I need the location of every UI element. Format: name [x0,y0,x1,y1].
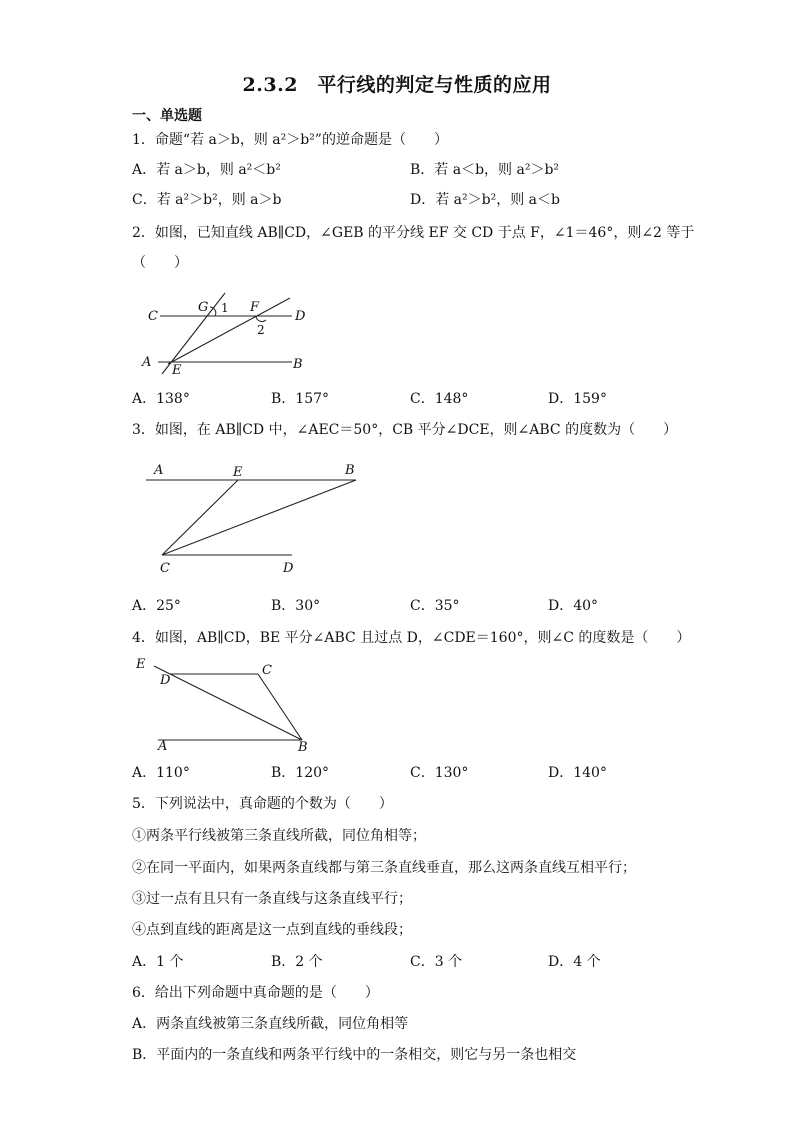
label-c: C [148,309,158,324]
label-e: E [136,657,146,672]
label-d: D [283,561,294,576]
page-title: 2.3.2 平行线的判定与性质的应用 [242,74,552,96]
label-e: E [172,363,182,378]
line-cb [258,674,302,740]
q1-option-a[interactable]: A．若 a＞b，则 a²＜b² [132,162,281,178]
q5-option-a[interactable]: A．1 个 [132,954,184,970]
q5-option-b[interactable]: B．2 个 [271,954,323,970]
q6-stem: 6．给出下列命题中真命题的是（ ） [132,985,379,1001]
q1-option-c[interactable]: C．若 a²＞b²，则 a＞b [132,192,282,208]
q5-statement-4: ④点到直线的距离是这一点到直线的垂线段； [132,922,412,938]
label-a: A [142,355,152,370]
q3-option-a[interactable]: A．25° [132,598,181,614]
section-heading: 一、单选题 [132,108,202,124]
q2-stem-continued: （ ） [132,255,188,271]
q5-statement-1: ①两条平行线被第三条直线所截，同位角相等； [132,828,426,844]
q6-option-a[interactable]: A．两条直线被第三条直线所截，同位角相等 [132,1016,409,1032]
q4-option-c[interactable]: C．130° [410,765,469,781]
q3-option-c[interactable]: C．35° [410,598,460,614]
label-f: F [250,300,260,315]
angle-2-arc [256,316,266,322]
q4-stem: 4．如图，AB∥CD，BE 平分∠ABC 且过点 D，∠CDE＝160°，则∠C 的度数是（ ） [132,630,691,646]
q4-option-a[interactable]: A．110° [132,765,190,781]
q2-option-d[interactable]: D．159° [548,391,607,407]
q5-statement-2: ②在同一平面内，如果两条直线都与第三条直线垂直，那么这两条直线互相平行； [132,860,636,876]
label-angle-1: 1 [221,301,229,315]
label-b: B [298,740,308,755]
q6-option-b[interactable]: B．平面内的一条直线和两条平行线中的一条相交，则它与另一条也相交 [132,1047,577,1063]
q5-option-d[interactable]: D．4 个 [548,954,601,970]
q3-stem: 3．如图，在 AB∥CD 中，∠AEC＝50°，CB 平分∠DCE，则∠ABC 的度数为（ ） [132,422,678,438]
label-g: G [198,300,209,315]
label-c: C [160,561,170,576]
label-e: E [233,465,243,480]
q3-option-b[interactable]: B．30° [271,598,321,614]
label-d: D [295,309,306,324]
label-angle-2: 2 [257,323,265,337]
q2-option-b[interactable]: B．157° [271,391,330,407]
label-b: B [293,357,303,372]
label-d: D [160,673,171,688]
line-cb [162,480,356,555]
q1-option-b[interactable]: B．若 a＜b，则 a²＞b² [410,162,560,178]
q4-option-d[interactable]: D．140° [548,765,607,781]
q2-figure [130,290,330,380]
q5-stem: 5．下列说法中，真命题的个数为（ ） [132,796,393,812]
q1-option-d[interactable]: D．若 a²＞b²，则 a＜b [410,192,560,208]
line-ce [162,480,238,555]
q5-option-c[interactable]: C．3 个 [410,954,463,970]
q2-stem: 2．如图，已知直线 AB∥CD，∠GEB 的平分线 EF 交 CD 于点 F，∠1＝46°，则∠2 等于 [132,225,695,241]
q1-stem: 1．命题“若 a＞b，则 a²＞b²”的逆命题是（ ） [132,132,448,148]
label-b: B [345,463,355,478]
line-eb [154,666,302,740]
q2-option-c[interactable]: C．148° [410,391,469,407]
q5-statement-3: ③过一点有且只有一条直线与这条直线平行； [132,891,412,907]
q4-figure [130,652,330,757]
q3-figure [140,458,380,578]
label-a: A [158,739,168,754]
label-a: A [154,463,164,478]
q3-option-d[interactable]: D．40° [548,598,599,614]
label-c: C [262,663,272,678]
q2-option-a[interactable]: A．138° [132,391,190,407]
q4-option-b[interactable]: B．120° [271,765,330,781]
line-ef [168,298,290,364]
